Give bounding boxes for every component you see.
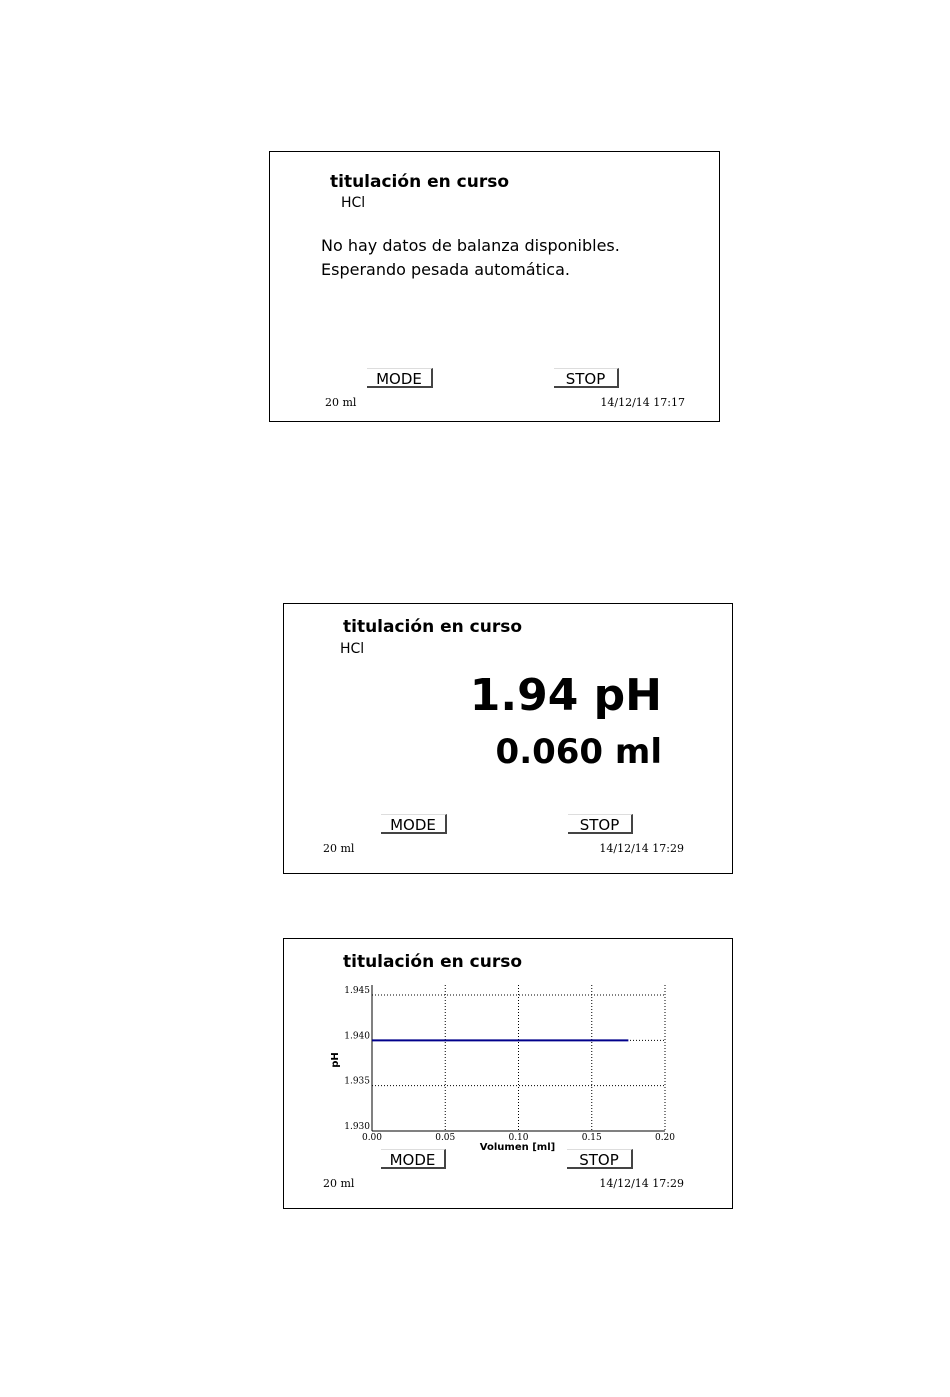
mode-button[interactable]: MODE bbox=[381, 1149, 446, 1169]
screen-measurement-values bbox=[283, 603, 733, 874]
stop-button[interactable]: STOP bbox=[568, 814, 633, 834]
datetime: 14/12/14 17:29 bbox=[599, 1177, 684, 1190]
x-axis-label: Volumen [ml] bbox=[479, 1142, 556, 1153]
status-message bbox=[321, 234, 620, 282]
y-tick-label: 1.930 bbox=[344, 1122, 370, 1132]
burette-volume: 20 ml bbox=[323, 842, 355, 855]
y-tick-label: 1.945 bbox=[344, 986, 370, 996]
mode-button[interactable]: MODE bbox=[381, 814, 447, 834]
titration-chart bbox=[284, 939, 732, 1208]
x-tick-label: 0.20 bbox=[654, 1133, 676, 1143]
x-tick-label: 0.15 bbox=[581, 1133, 602, 1143]
status-message-line1: No hay datos de balanza disponibles. bbox=[321, 236, 620, 255]
screen-title: titulación en curso bbox=[343, 617, 522, 637]
y-tick-label: 1.935 bbox=[344, 1076, 370, 1087]
x-tick-label: 0.05 bbox=[435, 1133, 456, 1143]
sample-name: HCl bbox=[340, 641, 365, 657]
screen-title: titulación en curso bbox=[343, 952, 522, 972]
status-message-line2: Esperando pesada automática. bbox=[321, 260, 570, 279]
x-tick-label: 0.10 bbox=[508, 1133, 529, 1143]
y-tick-label: 1.940 bbox=[344, 1031, 370, 1042]
stop-button[interactable]: STOP bbox=[554, 368, 619, 388]
datetime: 14/12/14 17:29 bbox=[599, 842, 684, 855]
y-axis-label: pH bbox=[330, 1052, 341, 1068]
ph-reading: 1.94 pH bbox=[469, 670, 662, 721]
burette-volume: 20 ml bbox=[325, 396, 357, 409]
screen-titration-graph bbox=[283, 938, 733, 1209]
sample-name: HCl bbox=[341, 195, 366, 211]
x-tick-label: 0.00 bbox=[361, 1133, 383, 1143]
screen-no-balance-data bbox=[269, 151, 720, 422]
burette-volume: 20 ml bbox=[323, 1177, 355, 1190]
datetime: 14/12/14 17:17 bbox=[600, 396, 685, 409]
volume-reading: 0.060 ml bbox=[495, 732, 662, 772]
screen-title: titulación en curso bbox=[330, 172, 509, 192]
mode-button[interactable]: MODE bbox=[367, 368, 433, 388]
stop-button[interactable]: STOP bbox=[567, 1149, 633, 1169]
